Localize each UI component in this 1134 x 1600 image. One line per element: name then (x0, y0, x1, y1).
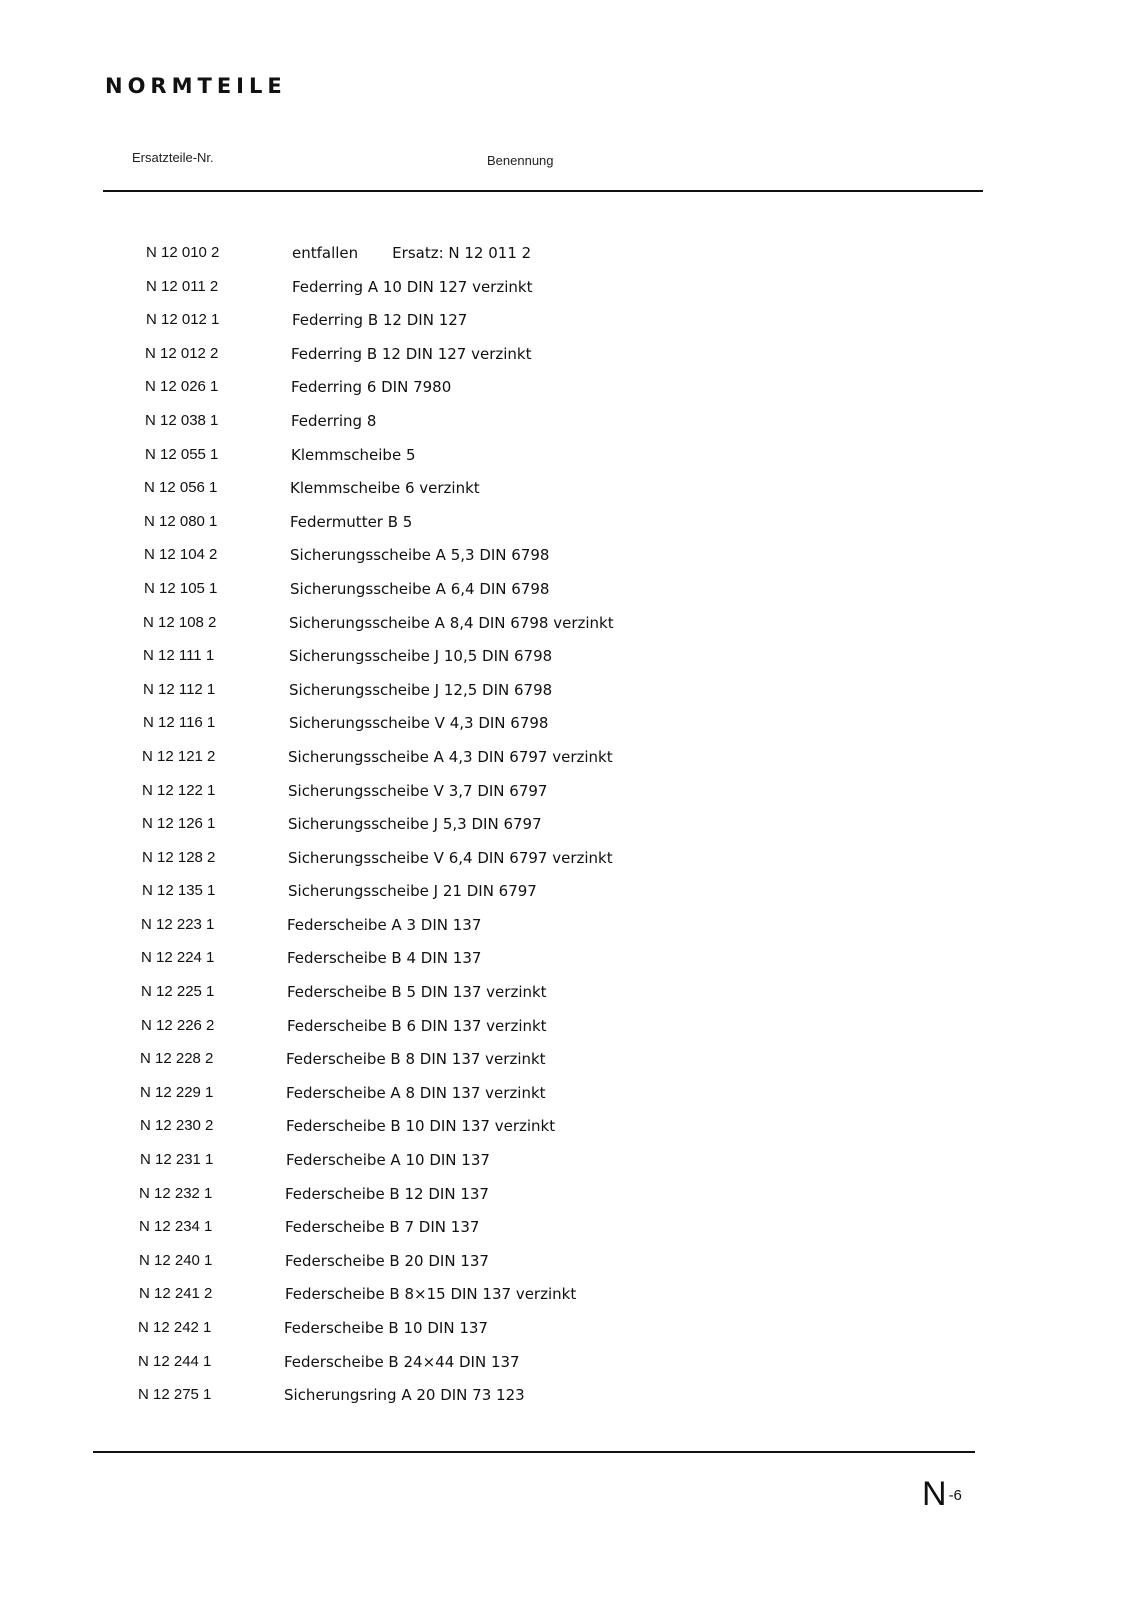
part-description (287, 948, 481, 968)
part-description-text: Federscheibe B 10 DIN 137 verzinkt (286, 1117, 556, 1136)
table-row (0, 948, 800, 982)
parts-list (0, 243, 800, 1419)
part-number: N 12 111 1 (143, 647, 215, 665)
part-description (290, 579, 549, 599)
part-description-text: Federring 8 (291, 411, 377, 430)
part-description-text: Sicherungsscheibe A 4,3 DIN 6797 verzinkt (288, 747, 613, 766)
part-description-text: Sicherungsscheibe A 5,3 DIN 6798 (290, 546, 550, 565)
part-description (285, 1284, 576, 1304)
part-description (284, 1352, 520, 1372)
table-row (0, 277, 800, 311)
part-number: N 12 012 2 (145, 344, 219, 362)
part-description (284, 1385, 525, 1405)
part-description-text: Sicherungsscheibe A 6,4 DIN 6798 (290, 579, 550, 598)
part-description-text: Federscheibe B 4 DIN 137 (287, 949, 482, 968)
part-description-text: Klemmscheibe 6 verzinkt (290, 479, 480, 498)
table-row (0, 1116, 800, 1150)
part-number: N 12 225 1 (141, 983, 215, 1001)
part-description (285, 1184, 489, 1204)
table-row (0, 243, 800, 277)
part-description-text: Sicherungsscheibe A 8,4 DIN 6798 verzinkt (289, 613, 614, 632)
table-row (0, 781, 800, 815)
part-description (286, 1049, 546, 1069)
part-description (285, 1217, 479, 1237)
part-description-text: Sicherungsscheibe V 6,4 DIN 6797 verzinkt (288, 848, 613, 867)
part-description (291, 344, 531, 364)
part-number: N 12 056 1 (144, 479, 218, 497)
part-description-text: Federscheibe A 10 DIN 137 (286, 1151, 490, 1170)
part-number: N 12 240 1 (139, 1251, 213, 1269)
part-description-text: Federscheibe A 8 DIN 137 verzinkt (286, 1083, 546, 1102)
part-description-text: Sicherungsscheibe V 4,3 DIN 6798 (289, 714, 549, 733)
part-number: N 12 011 2 (146, 277, 219, 295)
table-row (0, 545, 800, 579)
table-row (0, 1318, 800, 1352)
table-row (0, 1251, 800, 1285)
header-divider (103, 190, 983, 192)
part-number: N 12 108 2 (143, 613, 217, 631)
part-description-text: Federscheibe B 8×15 DIN 137 verzinkt (285, 1285, 577, 1304)
part-description-text: Sicherungsscheibe V 3,7 DIN 6797 (288, 781, 548, 800)
table-row (0, 1284, 800, 1318)
part-number: N 12 229 1 (140, 1083, 214, 1101)
part-number: N 12 223 1 (141, 915, 215, 933)
part-description (291, 377, 451, 397)
part-description (288, 814, 542, 834)
part-description (288, 848, 613, 868)
part-number: N 12 242 1 (138, 1319, 212, 1336)
table-row (0, 713, 800, 747)
part-number: N 12 104 2 (144, 546, 218, 564)
page-number-letter: N (922, 1475, 947, 1513)
part-description-text: Federscheibe B 6 DIN 137 verzinkt (287, 1016, 547, 1035)
part-description (289, 713, 548, 733)
table-row (0, 646, 800, 680)
table-row (0, 310, 800, 344)
part-description (286, 1150, 490, 1170)
part-description (287, 1016, 547, 1036)
part-number: N 12 038 1 (145, 411, 219, 429)
part-number: N 12 122 1 (142, 781, 216, 799)
part-description (291, 411, 376, 431)
part-number: N 12 080 1 (144, 512, 218, 530)
part-number: N 12 116 1 (143, 714, 216, 732)
part-description-text: Federscheibe B 7 DIN 137 (285, 1218, 480, 1237)
part-description (288, 881, 537, 901)
table-row (0, 1016, 800, 1050)
table-row (0, 1049, 800, 1083)
table-row (0, 1184, 800, 1218)
page-number (922, 1474, 962, 1516)
table-row (0, 848, 800, 882)
page-title: NORMTEILE (105, 74, 287, 98)
table-row (0, 445, 800, 479)
part-number: N 12 224 1 (141, 949, 215, 967)
part-description-text: Sicherungsscheibe J 21 DIN 6797 (288, 882, 537, 901)
table-row (0, 411, 800, 445)
part-description (288, 747, 613, 767)
part-description (287, 915, 481, 935)
part-number: N 12 128 2 (142, 848, 216, 866)
part-number: N 12 121 2 (142, 747, 216, 765)
part-description-text: Federscheibe B 12 DIN 137 (285, 1184, 489, 1203)
part-number: N 12 010 2 (146, 244, 220, 261)
part-description (286, 1116, 555, 1136)
part-description (285, 1251, 489, 1271)
part-number: N 12 026 1 (145, 378, 219, 396)
table-row (0, 478, 800, 512)
part-description-text: Federscheibe B 10 DIN 137 (284, 1319, 488, 1337)
part-number: N 12 244 1 (138, 1352, 212, 1370)
table-row (0, 1352, 800, 1386)
part-description (289, 680, 552, 700)
part-description (286, 1083, 546, 1103)
part-description-text: Sicherungsscheibe J 12,5 DIN 6798 (289, 680, 553, 699)
table-row (0, 915, 800, 949)
column-header-description: Benennung (487, 153, 554, 168)
part-description (292, 243, 531, 263)
part-description-text: Sicherungsscheibe J 10,5 DIN 6798 (289, 647, 553, 666)
part-description (284, 1318, 488, 1338)
part-replacement-note: Ersatz: N 12 011 2 (392, 244, 532, 262)
table-row (0, 881, 800, 915)
footer-divider (93, 1451, 975, 1453)
part-number: N 12 232 1 (139, 1184, 213, 1202)
table-row (0, 377, 800, 411)
part-number: N 12 275 1 (138, 1386, 212, 1404)
part-description-text: Federscheibe B 8 DIN 137 verzinkt (286, 1050, 546, 1069)
part-number: N 12 126 1 (142, 815, 216, 833)
part-description (290, 545, 549, 565)
table-row (0, 344, 800, 378)
column-header-part-number: Ersatzteile-Nr. (132, 150, 214, 165)
part-number: N 12 226 2 (141, 1016, 215, 1034)
part-description-text: Federring A 10 DIN 127 verzinkt (292, 277, 533, 296)
part-description-text: Federscheibe B 24×44 DIN 137 (284, 1352, 520, 1371)
part-description-text: Klemmscheibe 5 (291, 445, 416, 464)
part-description (287, 982, 547, 1002)
part-number: N 12 241 2 (139, 1285, 213, 1303)
table-row (0, 613, 800, 647)
part-description (289, 613, 614, 633)
part-description-text: Sicherungsscheibe J 5,3 DIN 6797 (288, 815, 542, 834)
table-row (0, 982, 800, 1016)
part-description (291, 445, 415, 465)
part-description-text: Federscheibe B 20 DIN 137 (285, 1251, 489, 1270)
part-description-text: Federscheibe B 5 DIN 137 verzinkt (287, 983, 547, 1002)
part-number: N 12 230 2 (140, 1117, 214, 1135)
table-row (0, 814, 800, 848)
part-description (290, 512, 412, 532)
part-number: N 12 234 1 (139, 1218, 213, 1236)
table-row (0, 579, 800, 613)
part-description-text: Federmutter B 5 (290, 512, 413, 531)
part-description (292, 310, 467, 330)
table-row (0, 1083, 800, 1117)
table-row (0, 1385, 800, 1419)
page-number-suffix: -6 (948, 1487, 962, 1505)
table-row (0, 1217, 800, 1251)
part-description (290, 478, 480, 498)
part-number: N 12 231 1 (140, 1151, 214, 1169)
table-row (0, 680, 800, 714)
part-number: N 12 012 1 (146, 311, 220, 329)
part-number: N 12 135 1 (142, 882, 216, 900)
part-description-text: Sicherungsring A 20 DIN 73 123 (284, 1386, 525, 1405)
table-row (0, 1150, 800, 1184)
part-description (289, 646, 552, 666)
table-row (0, 747, 800, 781)
part-description-text: Federring B 12 DIN 127 (292, 311, 468, 330)
part-description-text: Federring B 12 DIN 127 verzinkt (291, 344, 532, 363)
part-description (288, 781, 547, 801)
part-number: N 12 228 2 (140, 1050, 214, 1068)
part-number: N 12 112 1 (143, 680, 216, 698)
part-number: N 12 055 1 (145, 445, 219, 463)
table-row (0, 512, 800, 546)
part-description-text: entfallen (292, 244, 359, 262)
part-description-text: Federring 6 DIN 7980 (291, 378, 452, 397)
part-number: N 12 105 1 (144, 579, 218, 597)
part-description-text: Federscheibe A 3 DIN 137 (287, 915, 482, 934)
part-description (292, 277, 532, 297)
